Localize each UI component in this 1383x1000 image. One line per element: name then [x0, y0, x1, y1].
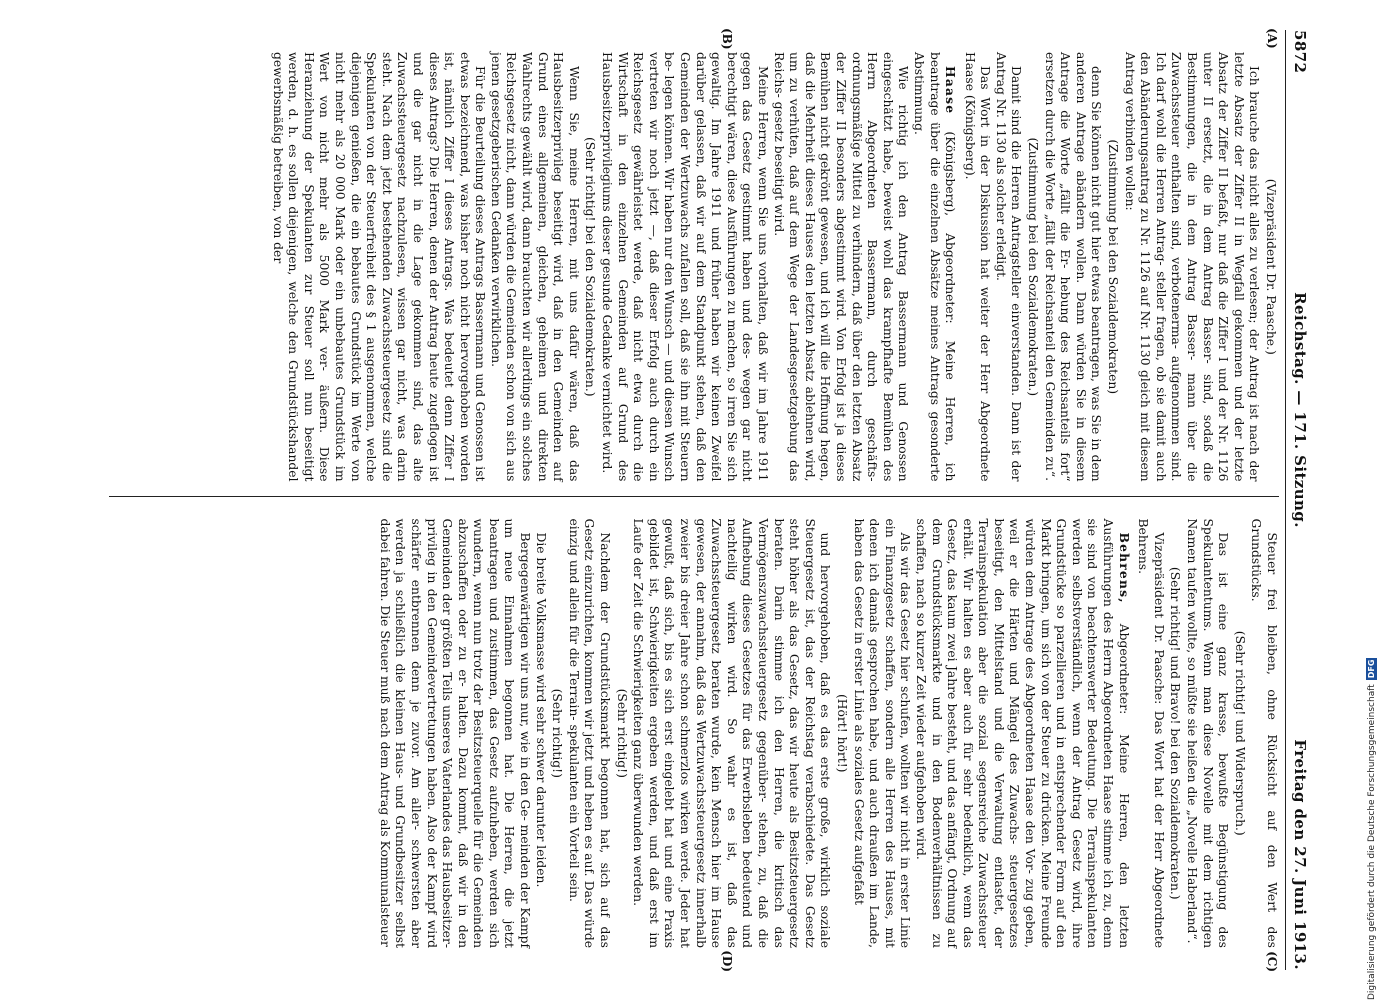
paragraph: Meine Herren, wenn Sie uns vorhalten, daß wir im Jahre 1911 gegen das Gesetz gestimmt haben und des- wegen gar nicht berechtigt wären, diese Ausführungen zu machen, so irren Sie sich gewaltig. Im Jahre 1911 und früher haben wir keinen Zweifel darüber gelassen, daß wir auf dem Standpunkt stehen, daß den Gemeinden der Wertzuwachs zufallen soll, daß sie ihn mit Steuern be- legen können. Wir haben nur den Wunsch — und diesen Wunsch vertreten wir noch jetzt —, daß dieser Erfolg auch durch ein Reichsgesetz gewährleistet werde, daß nicht etwa durch die Wirtschaft in den einzelnen Gemeinden auf Grund des Hausbesitzerprivilegiums dieser gesunde Gedanke vernichtet wird. — [599, 52, 770, 482]
page-header — [1285, 30, 1309, 970]
margin-marker-c: (C) — [1264, 951, 1279, 972]
interjection: (Sehr richtig!) — [549, 688, 564, 778]
interjection: (Sehr richtig! und Widerspruch.) — [1232, 630, 1247, 836]
paragraph: Wenn Sie, meine Herren, mit uns dafür wären, daß das Hausbesitzerprivileg beseitigt wird, daß in den Gemeinden auf Grund eines allgemeinen, gleichen, geheimen und direkten Wahlrechts gewählt wird, dann brauchten wir allerdings ein solches Reichsgesetz nicht, dann würden die Gemeinden schon von sich aus jenen gesetzgeberischen Gedanken verwirklichen. — [488, 52, 581, 482]
digitization-credit — [1366, 658, 1377, 1000]
speaker-text: (Königsberg), Abgeordneter: Meine Herren, ich beantrage über die einzelnen Absätze meines Antrags gesonderte Abstimmung. — [911, 52, 957, 482]
speaker-text: Abgeordneter: Meine Herren, den letzten Ausführungen des Herrn Abgeordneten Haase stimme ich zu, denn sie sind von beachtenswerter Bedeutung. Die Terrainspekulanten werden selbstverständlich, wenn der Antrag Gesetz wird, ihre Grundstücke so parzellieren und in entsprechender Form auf den Markt bringen, um sich von der Steuer zu drücken. Meine Freunde würden dem Antrage des Abgeordneten Haase den Vor- zug geben, weil er die Härten und Mängel des Zuwachs- steuergesetzes beseitigt, den Mittelstand und die Verwaltung entlastet, der Terrainspekulation aber die sozial segensreiche Zuwachssteuer erhält. Wir halten es aber auch für sehr bedenklich, wenn das Gesetz, das kaum zwei Jahre besteht, und das anfängt, Ordnung auf dem Grundstücksmarkte und in den Bodenverhältnissen zu schaffen, nach so kurzer Zeit wieder aufgehoben wird. — [913, 518, 1131, 948]
credit-text: Digitalisierung gefördert durch die Deutsche Forschungsgemeinschaft — [1366, 684, 1377, 1000]
dfg-logo: DFG — [1367, 659, 1376, 679]
paragraph: Nachdem der Grundstücksmarkt begonnen hat, sich auf das Gesetz einzurichten, kommen wir jetzt und heben es auf. Das würde einzig und allein für die Terrain- spekulanten ein Vorteil sein. — [566, 518, 612, 948]
paragraph: Das Wort in der Diskussion hat weiter der Herr Abgeordnete Haase (Königsberg). — [962, 52, 992, 482]
page-number: 5872 — [1290, 30, 1309, 74]
paragraph: Wie richtig ich den Antrag Bassermann und Genossen eingeschätzt habe, beweist wohl das krampfhafte Bemühen des Herrn Abgeordneten Bassermann, durch geschäfts- ordnungsmäßige Mittel zu verhindern, daß über den letzten Absatz der Ziffer II besonders abgestimmt wird. Von Erfolg ist ja dieses Bemühen nicht gekrönt gewesen, und ich will die Hoffnung hegen, daß die Mehrheit dieses Hauses den letzten Absatz ablehnen wird, um zu verhüten, daß auf dem Wege der Landesgesetzgebung das Reichs- gesetz beseitigt wird. — [771, 52, 910, 482]
speaker-name: Behrens, — [1116, 532, 1132, 604]
right-column — [109, 496, 1279, 971]
interjection: (Sehr richtig! bei den Sozialdemokraten.) — [582, 136, 597, 397]
margin-marker-b: (B) — [719, 28, 734, 50]
paragraph: Die breite Volksmasse wird sehr schwer darunter leiden. — [533, 532, 548, 888]
scanned-page — [57, 10, 1327, 990]
paragraph: Bergegenwärtigen wir uns nur, wie in den Ge- meinden der Kampf um neue Einnahmen begonnen hat. Die Herren, die jetzt beantragen und zustimmen, das Gesetz aufzuheben, werden sich wundern, wenn nun trotz der Besitzsteuerquelle für die Gemeinden abzuschaffen oder zu er- halten. Dazu kommt, daß wir in den Gemeinden der größten Teils unseres Vaterlandes das Hausbesitzer- privileg in den Gemeindevertretungen haben. Also der Kampf wird schärfer entbrennen denn je zuvor. Am aller- schwersten aber werden ja schließlich die kleinen Haus- und Grundbesitzer selbst dabei fahren. Die Steuer muß nach dem Antrag als Kommunalsteuer — [377, 518, 532, 948]
interjection: (Zustimmung bei den Sozialdemokraten) — [1105, 139, 1120, 395]
paragraph: und hervorgehoben, daß es das erste große, wirklich soziale Steuergesetz ist, das der Reichstag verabschiedete. Das Gesetz steht höher als das Gesetz, das wir heute als Besitzsteuergesetz beraten. Darin stimme ich den Herren, die kritisch das Vermögenszuwachssteuergesetz gegenüber- stehen, zu, daß die Aufhebung dieses Gesetzes für das Erwerbsleben bedeutend und nachteilig wirken wird. So wahr es ist, daß das Zuwachssteuergesetz beraten wurde, kein Mensch hier im Hause gewesen, der annahm, daß das Wertzuwachssteuergesetz innerhalb zweier bis dreier Jahre schon schmerzlos wirken werde. Jeder hat gewußt, daß sich, bis es sich erst eingelebt hat und eine Praxis gebildet ist, Schwierigkeiten ergeben werden, und daß erst im Laufe der Zeit die Schwierigkeiten ganz überwunden werden. — [630, 518, 832, 948]
paragraph: Damit sind die Herren Antragsteller einverstanden. Dann ist der Antrag Nr. 1130 als solcher erledigt. — [993, 52, 1023, 482]
session-title: Reichstag. — 171. Sitzung. — [1290, 292, 1309, 528]
left-column — [109, 30, 1279, 496]
paragraph: Steuer frei bleiben, ohne Rücksicht auf den Wert des Grundstücks. — [1248, 518, 1279, 948]
interjection: (Sehr richtig!) — [614, 688, 629, 778]
paragraph: Das ist eine ganz krasse, bewußte Begünstigung des Spekulantentums. Wenn man diese Novelle mit dem richtigen Namen taufen wollte, so müßte sie heißen die „Novelle Haberland“. — [1184, 518, 1230, 948]
paragraph: Vizepräsident Dr. Paasche: Das Wort hat der Herr Abgeordnete Behrens. — [1135, 518, 1166, 948]
paragraph: Ich brauche das nicht alles zu verlesen; der Antrag ist nach der letzte Absatz der Ziffer II in Wegfall gekommen und der letzte Absatz der Ziffer II befaßt, nur daß die Ziffer I und der Nr. 1126 unter II ersetzt, die in dem Antrag Basser- sind, sodaß die Bestimmungen, die in dem Antrag Basser- mann über die Zuwachssteuer enthalten sind, verbotenerma- aufgenommen sind. Ich darf wohl die Herren Antrag- steller fragen, ob sie damit auch den Abänderungsantrag zu Nr. 1126 auf Nr. 1130 gleich mit diesem Antrag verbinden wollen: — [1122, 52, 1261, 482]
speaker-paragraph — [910, 52, 958, 482]
interjection: (Hört! hört!) — [834, 694, 849, 773]
interjection: (Zustimmung bei den Sozialdemokraten.) — [1025, 137, 1040, 397]
margin-marker-a: (A) — [1264, 28, 1279, 49]
speaker-paragraph — [912, 519, 1131, 949]
text-columns — [109, 30, 1279, 970]
session-date: Freitag den 27. Juni 1913. — [1290, 739, 1309, 970]
margin-marker-d: (D) — [719, 950, 734, 972]
interjection: (Sehr richtig! und Bravo! bei den Sozialdemokraten.) — [1167, 566, 1182, 900]
paragraph: Als wir das Gesetz hier schufen, wollten wir nicht in erster Linie ein Finanzgesetz schaffen, sondern alle Herren des Hauses, mit denen ich damals gesprochen habe, und auch draußen im Lande, haben das Gesetz in erster Linie als soziales Gesetz aufgefaßt — [851, 518, 912, 948]
paragraph: Für die Beurteilung dieses Antrags Bassermann und Genossen ist etwas bezeichnend, was bisher noch nicht hervorgehoben worden ist, nämlich Ziffer I dieses Antrags. Was bedeutet denn Ziffer I dieses Antrags? Die Herren, denen der Antrag heute zugeflogen ist und die gar nicht in die Lage gekommen sind, das alte Zuwachssteuergesetz nachzulesen, wissen gar nicht, was darin steht. Nach dem jetzt bestehenden Zuwachssteuergesetz sind die Spekulanten von der Steuerfreiheit des § 1 ausgenommen, welche diejenigen genießen, die ein bebautes Grundstück im Werte von nicht mehr als 20 000 Mark oder ein unbebautes Grundstück im Wert von nicht mehr als 5000 Mark ver- äußern. Diese Heranziehung der Spekulanten zur Steuer soll nun beseitigt werden, d. h. es sollen diejenigen, welche den Grundstückshandel gewerbsmäßig betreiben, von der — [270, 52, 487, 482]
speaker-attribution: (Vizepräsident Dr. Paasche.) — [1263, 178, 1278, 355]
paragraph: denn Sie können nicht gut hier etwas beantragen, was Sie in dem anderen Antrage abändern wollen. Dann würden Sie in diesem Antrage die Worte „fällt die Er- hebung des Reichsanteils fort“ ersetzen durch die Worte „fällt der Reichsanteil den Gemeinden zu“. — [1042, 52, 1103, 482]
speaker-name: Haase — [942, 66, 958, 115]
